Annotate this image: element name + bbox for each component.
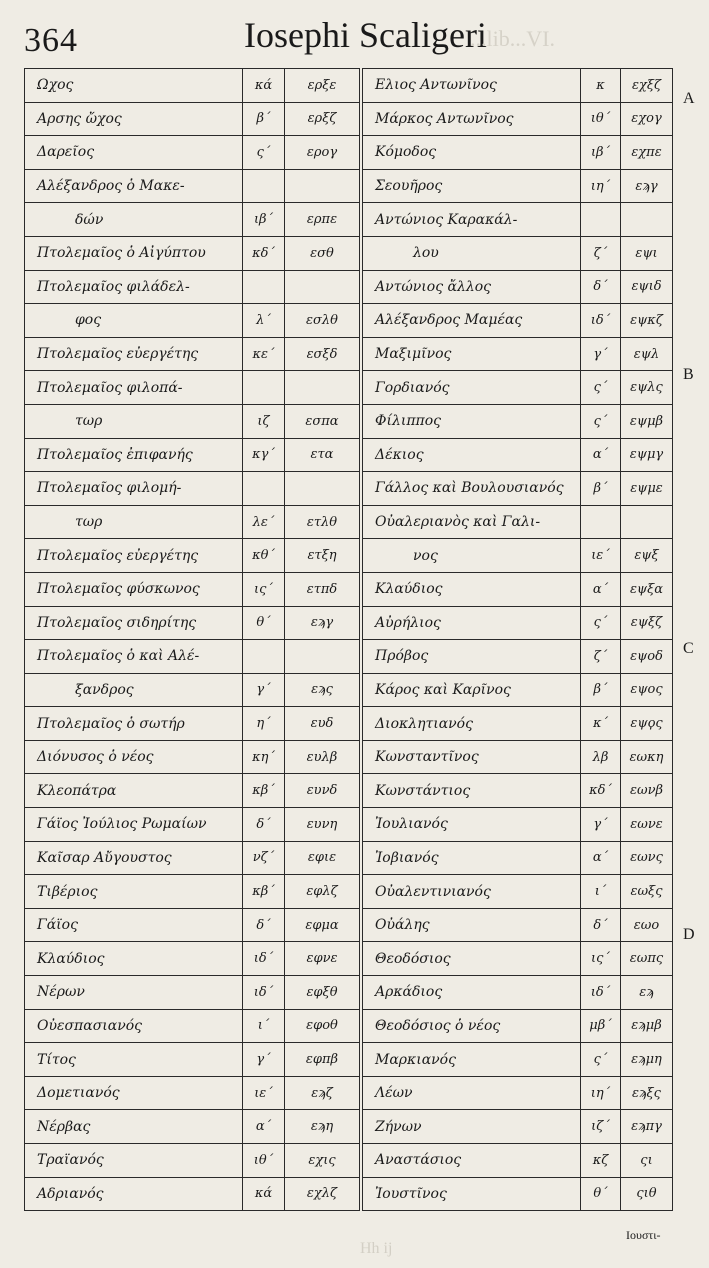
- epoch-year: εσπα: [285, 404, 360, 438]
- epoch-year: [285, 472, 360, 506]
- epoch-year: ετπδ: [285, 572, 360, 606]
- ruler-name: δών: [25, 203, 243, 237]
- table-row: [363, 673, 673, 707]
- table-row: [363, 69, 673, 103]
- table-row: [363, 1177, 673, 1211]
- table-row: [363, 774, 673, 808]
- ruler-name: Πτολεμαῖος φιλάδελ-: [25, 270, 243, 304]
- epoch-year: εφλζ: [285, 875, 360, 909]
- ruler-name: τωρ: [25, 404, 243, 438]
- epoch-year: εχις: [285, 1144, 360, 1178]
- epoch-year: ςιθ: [621, 1177, 673, 1211]
- reign-years: ιζ΄: [581, 1110, 621, 1144]
- ruler-name: λου: [363, 236, 581, 270]
- epoch-year: εϡξς: [621, 1076, 673, 1110]
- epoch-year: εχλζ: [285, 1177, 360, 1211]
- table-row: [25, 640, 360, 674]
- epoch-year: εωκη: [621, 740, 673, 774]
- reign-years: ιδ΄: [243, 942, 285, 976]
- reign-years: κβ΄: [243, 875, 285, 909]
- margin-letter-b: B: [683, 366, 694, 383]
- epoch-year: εϡη: [285, 1110, 360, 1144]
- ruler-name: Λέων: [363, 1076, 581, 1110]
- ruler-name: Γάϊος Ἰούλιος Ρωμαίων: [25, 808, 243, 842]
- epoch-year: εψοδ: [621, 640, 673, 674]
- reign-years: ιδ΄: [243, 976, 285, 1010]
- table-row: [25, 1110, 360, 1144]
- ruler-name: Φίλιππος: [363, 404, 581, 438]
- table-row: [363, 1009, 673, 1043]
- ruler-name: Πτολεμαῖος ὁ καὶ Αλέ-: [25, 640, 243, 674]
- ruler-name: Οὐάλης: [363, 908, 581, 942]
- table-row: [25, 404, 360, 438]
- reign-years: ς΄: [581, 1043, 621, 1077]
- reign-years: ιβ΄: [243, 203, 285, 237]
- margin-letter-a: A: [683, 90, 695, 107]
- ruler-name: Πτολεμαῖος ἐπιφανής: [25, 438, 243, 472]
- epoch-year: εψξα: [621, 572, 673, 606]
- table-row: [25, 337, 360, 371]
- ruler-name: Κωνσταντῖνος: [363, 740, 581, 774]
- ruler-name: Ἰοβιανός: [363, 841, 581, 875]
- ruler-name: Ωχος: [25, 69, 243, 103]
- margin-letter-c: C: [683, 640, 694, 657]
- epoch-year: ετα: [285, 438, 360, 472]
- page-number: 364: [24, 22, 78, 59]
- epoch-year: [621, 203, 673, 237]
- ruler-name: Σεουῆρος: [363, 169, 581, 203]
- table-row: [363, 707, 673, 741]
- table-row: [363, 539, 673, 573]
- ruler-name: Τιβέριος: [25, 875, 243, 909]
- epoch-year: [285, 371, 360, 405]
- reign-years: ς΄: [581, 371, 621, 405]
- epoch-year: εωξς: [621, 875, 673, 909]
- table-row: [25, 572, 360, 606]
- reign-years: νζ΄: [243, 841, 285, 875]
- table-row: [363, 304, 673, 338]
- reign-years: κ΄: [581, 707, 621, 741]
- table-row: [363, 505, 673, 539]
- reign-years: β΄: [581, 472, 621, 506]
- table-row: [363, 270, 673, 304]
- reign-years: λε΄: [243, 505, 285, 539]
- epoch-year: εχξζ: [621, 69, 673, 103]
- reign-years: λ΄: [243, 304, 285, 338]
- reign-years: ιη΄: [581, 1076, 621, 1110]
- table-row: [363, 942, 673, 976]
- reign-years: ς΄: [581, 404, 621, 438]
- reign-years: κ: [581, 69, 621, 103]
- ruler-name: Κωνστάντιος: [363, 774, 581, 808]
- table-row: [363, 102, 673, 136]
- table-row: [25, 1043, 360, 1077]
- epoch-year: εψος: [621, 673, 673, 707]
- table-row: [25, 505, 360, 539]
- ruler-name: Κόμοδος: [363, 136, 581, 170]
- epoch-year: εϡμη: [621, 1043, 673, 1077]
- ruler-name: Θεοδόσιος ὁ νέος: [363, 1009, 581, 1043]
- ruler-name: Οὐαλεντινιανός: [363, 875, 581, 909]
- ruler-name: Αὐρήλιος: [363, 606, 581, 640]
- reign-years: ι΄: [243, 1009, 285, 1043]
- right-chronology-table: [362, 68, 673, 1211]
- reign-years: α΄: [243, 1110, 285, 1144]
- table-row: [25, 942, 360, 976]
- reign-years: α΄: [581, 438, 621, 472]
- epoch-year: εφιε: [285, 841, 360, 875]
- epoch-year: εσξδ: [285, 337, 360, 371]
- reign-years: [243, 169, 285, 203]
- table-row: [25, 740, 360, 774]
- table-row: [363, 371, 673, 405]
- table-row: [363, 1043, 673, 1077]
- epoch-year: εψμβ: [621, 404, 673, 438]
- reign-years: ιη΄: [581, 169, 621, 203]
- reign-years: [581, 505, 621, 539]
- ruler-name: Οὐεσπασιανός: [25, 1009, 243, 1043]
- ruler-name: Θεοδόσιος: [363, 942, 581, 976]
- epoch-year: εωο: [621, 908, 673, 942]
- epoch-year: ερξε: [285, 69, 360, 103]
- table-row: [25, 102, 360, 136]
- ruler-name: Πτολεμαῖος φιλομή-: [25, 472, 243, 506]
- reign-years: κά: [243, 69, 285, 103]
- margin-letter-d: D: [683, 926, 695, 943]
- ruler-name: Πτολεμαῖος φύσκωνος: [25, 572, 243, 606]
- ruler-name: Αλέξανδρος Μαμέας: [363, 304, 581, 338]
- ruler-name: Κάρος καὶ Καρῖνος: [363, 673, 581, 707]
- table-row: [363, 572, 673, 606]
- reign-years: α΄: [581, 841, 621, 875]
- reign-years: ιβ΄: [581, 136, 621, 170]
- reign-years: ιζ: [243, 404, 285, 438]
- reign-years: [243, 371, 285, 405]
- table-row: [25, 371, 360, 405]
- table-row: [25, 1144, 360, 1178]
- table-row: [363, 203, 673, 237]
- reign-years: κγ΄: [243, 438, 285, 472]
- reign-years: γ΄: [243, 673, 285, 707]
- reign-years: κε΄: [243, 337, 285, 371]
- epoch-year: ερογ: [285, 136, 360, 170]
- table-row: [25, 774, 360, 808]
- ruler-name: Αναστάσιος: [363, 1144, 581, 1178]
- table-row: [363, 875, 673, 909]
- ruler-name: Γάλλος καὶ Βουλουσιανός: [363, 472, 581, 506]
- epoch-year: εφνε: [285, 942, 360, 976]
- ruler-name: Πτολεμαῖος ὁ Αἰγύπτου: [25, 236, 243, 270]
- reign-years: κδ΄: [581, 774, 621, 808]
- table-row: [363, 976, 673, 1010]
- table-row: [25, 136, 360, 170]
- table-row: [25, 472, 360, 506]
- ruler-name: Γορδιανός: [363, 371, 581, 405]
- table-row: [25, 976, 360, 1010]
- epoch-year: ετξη: [285, 539, 360, 573]
- epoch-year: εψϙς: [621, 707, 673, 741]
- table-row: [25, 673, 360, 707]
- reign-years: κδ΄: [243, 236, 285, 270]
- epoch-year: εψκζ: [621, 304, 673, 338]
- ruler-name: τωρ: [25, 505, 243, 539]
- epoch-year: εχογ: [621, 102, 673, 136]
- table-row: [363, 908, 673, 942]
- ruler-name: Οὐαλεριανὸς καὶ Γαλι-: [363, 505, 581, 539]
- ruler-name: Κλεοπάτρα: [25, 774, 243, 808]
- epoch-year: ςι: [621, 1144, 673, 1178]
- reign-years: ιθ΄: [243, 1144, 285, 1178]
- reign-years: ζ΄: [581, 236, 621, 270]
- ruler-name: Αρκάδιος: [363, 976, 581, 1010]
- epoch-year: εϡγ: [621, 169, 673, 203]
- epoch-year: εχπε: [621, 136, 673, 170]
- reign-years: δ΄: [243, 908, 285, 942]
- reign-years: θ΄: [243, 606, 285, 640]
- reign-years: δ΄: [581, 908, 621, 942]
- table-row: [363, 1076, 673, 1110]
- reign-years: [243, 640, 285, 674]
- reign-years: θ΄: [581, 1177, 621, 1211]
- epoch-year: εψμε: [621, 472, 673, 506]
- ruler-name: Μάρκος Αντωνῖνος: [363, 102, 581, 136]
- reign-years: [243, 472, 285, 506]
- table-row: [25, 169, 360, 203]
- epoch-year: εωνε: [621, 808, 673, 842]
- epoch-year: ευνη: [285, 808, 360, 842]
- table-row: [363, 236, 673, 270]
- table-row: [25, 539, 360, 573]
- ruler-name: Διόνυσος ὁ νέος: [25, 740, 243, 774]
- epoch-year: [285, 640, 360, 674]
- epoch-year: εψξζ: [621, 606, 673, 640]
- reign-years: [243, 270, 285, 304]
- reign-years: η΄: [243, 707, 285, 741]
- epoch-year: εψιδ: [621, 270, 673, 304]
- reign-years: μβ΄: [581, 1009, 621, 1043]
- reign-years: β΄: [243, 102, 285, 136]
- ruler-name: Καῖσαρ Αὔγουστος: [25, 841, 243, 875]
- table-row: [25, 808, 360, 842]
- epoch-year: εσλθ: [285, 304, 360, 338]
- reign-years: δ΄: [243, 808, 285, 842]
- epoch-year: εψι: [621, 236, 673, 270]
- reign-years: κθ΄: [243, 539, 285, 573]
- epoch-year: ερπε: [285, 203, 360, 237]
- table-row: [363, 136, 673, 170]
- ruler-name: Κλαύδιος: [25, 942, 243, 976]
- reign-years: γ΄: [581, 808, 621, 842]
- ruler-name: Πτολεμαῖος φιλοπά-: [25, 371, 243, 405]
- ruler-name: Νέρβας: [25, 1110, 243, 1144]
- epoch-year: ετλθ: [285, 505, 360, 539]
- table-row: [25, 236, 360, 270]
- table-row: [363, 438, 673, 472]
- epoch-year: εψλς: [621, 371, 673, 405]
- table-row: [25, 841, 360, 875]
- ruler-name: Αδριανός: [25, 1177, 243, 1211]
- epoch-year: εϡπγ: [621, 1110, 673, 1144]
- bleed-through-text: ...lib...VI.: [470, 26, 555, 51]
- epoch-year: εφοθ: [285, 1009, 360, 1043]
- table-row: [363, 841, 673, 875]
- ruler-name: Τραϊανός: [25, 1144, 243, 1178]
- epoch-year: ερξζ: [285, 102, 360, 136]
- epoch-year: [285, 270, 360, 304]
- table-row: [25, 1076, 360, 1110]
- table-row: [25, 438, 360, 472]
- reign-years: κη΄: [243, 740, 285, 774]
- ruler-name: Ἰουστῖνος: [363, 1177, 581, 1211]
- reign-years: γ΄: [243, 1043, 285, 1077]
- ruler-name: Δομετιανός: [25, 1076, 243, 1110]
- epoch-year: εϡζ: [285, 1076, 360, 1110]
- table-row: [25, 203, 360, 237]
- ruler-name: Πτολεμαῖος εὐεργέτης: [25, 337, 243, 371]
- ruler-name: Μαξιμῖνος: [363, 337, 581, 371]
- reign-years: ις΄: [581, 942, 621, 976]
- left-chronology-table: [24, 68, 360, 1211]
- table-row: [25, 606, 360, 640]
- epoch-year: ευνδ: [285, 774, 360, 808]
- ruler-name: Πτολεμαῖος εὐεργέτης: [25, 539, 243, 573]
- table-row: [363, 606, 673, 640]
- reign-years: ις΄: [243, 572, 285, 606]
- reign-years: ιδ΄: [581, 976, 621, 1010]
- table-row: [363, 169, 673, 203]
- reign-years: ς΄: [581, 606, 621, 640]
- ruler-name: Αντώνιος Καρακάλ-: [363, 203, 581, 237]
- ruler-name: Ἰουλιανός: [363, 808, 581, 842]
- table-row: [363, 1144, 673, 1178]
- ruler-name: ξανδρος: [25, 673, 243, 707]
- reign-years: κβ΄: [243, 774, 285, 808]
- table-row: [25, 1009, 360, 1043]
- ruler-name: φος: [25, 304, 243, 338]
- catchword: Ιουστι-: [626, 1228, 661, 1242]
- table-row: [363, 337, 673, 371]
- table-row: [363, 1110, 673, 1144]
- ruler-name: Ζήνων: [363, 1110, 581, 1144]
- reign-years: ζ΄: [581, 640, 621, 674]
- reign-years: γ΄: [581, 337, 621, 371]
- ruler-name: Τίτος: [25, 1043, 243, 1077]
- table-row: [25, 304, 360, 338]
- ruler-name: Κλαύδιος: [363, 572, 581, 606]
- epoch-year: εϡς: [285, 673, 360, 707]
- epoch-year: [621, 505, 673, 539]
- epoch-year: εωνς: [621, 841, 673, 875]
- ruler-name: Αρσης ὤχος: [25, 102, 243, 136]
- reign-years: [581, 203, 621, 237]
- signature-mark: Hh ij: [360, 1240, 393, 1257]
- table-row: [25, 875, 360, 909]
- ruler-name: Νέρων: [25, 976, 243, 1010]
- epoch-year: εωπς: [621, 942, 673, 976]
- reign-years: ιδ΄: [581, 304, 621, 338]
- table-row: [363, 740, 673, 774]
- table-row: [25, 69, 360, 103]
- epoch-year: ευλβ: [285, 740, 360, 774]
- reign-years: α΄: [581, 572, 621, 606]
- ruler-name: Ελιος Αντωνῖνος: [363, 69, 581, 103]
- epoch-year: εϡ: [621, 976, 673, 1010]
- ruler-name: Πτολεμαῖος ὁ σωτήρ: [25, 707, 243, 741]
- reign-years: ι΄: [581, 875, 621, 909]
- epoch-year: εωνβ: [621, 774, 673, 808]
- ruler-name: Δαρεῖος: [25, 136, 243, 170]
- ruler-name: Μαρκιανός: [363, 1043, 581, 1077]
- epoch-year: εσθ: [285, 236, 360, 270]
- table-row: [25, 270, 360, 304]
- epoch-year: εφξθ: [285, 976, 360, 1010]
- reign-years: κά: [243, 1177, 285, 1211]
- page-title: Iosephi Scaligeri: [244, 15, 487, 55]
- reign-years: ιε΄: [581, 539, 621, 573]
- ruler-name: Γάϊος: [25, 908, 243, 942]
- table-row: [25, 707, 360, 741]
- reign-years: β΄: [581, 673, 621, 707]
- reign-years: ς΄: [243, 136, 285, 170]
- ruler-name: νος: [363, 539, 581, 573]
- reign-years: ιε΄: [243, 1076, 285, 1110]
- epoch-year: εψλ: [621, 337, 673, 371]
- ruler-name: Αλέξανδρος ὁ Μακε-: [25, 169, 243, 203]
- epoch-year: εϡμβ: [621, 1009, 673, 1043]
- ruler-name: Διοκλητιανός: [363, 707, 581, 741]
- epoch-year: εψξ: [621, 539, 673, 573]
- ruler-name: Πρόβος: [363, 640, 581, 674]
- table-row: [25, 908, 360, 942]
- epoch-year: ευδ: [285, 707, 360, 741]
- ruler-name: Δέκιος: [363, 438, 581, 472]
- ruler-name: Πτολεμαῖος σιδηρίτης: [25, 606, 243, 640]
- epoch-year: [285, 169, 360, 203]
- epoch-year: εφμα: [285, 908, 360, 942]
- table-row: [25, 1177, 360, 1211]
- table-row: [363, 808, 673, 842]
- table-row: [363, 640, 673, 674]
- table-row: [363, 472, 673, 506]
- ruler-name: Αντώνιος ἄλλος: [363, 270, 581, 304]
- reign-years: κζ: [581, 1144, 621, 1178]
- table-row: [363, 404, 673, 438]
- reign-years: λβ: [581, 740, 621, 774]
- reign-years: ιθ΄: [581, 102, 621, 136]
- epoch-year: εψμγ: [621, 438, 673, 472]
- epoch-year: εφπβ: [285, 1043, 360, 1077]
- reign-years: δ΄: [581, 270, 621, 304]
- epoch-year: εϡγ: [285, 606, 360, 640]
